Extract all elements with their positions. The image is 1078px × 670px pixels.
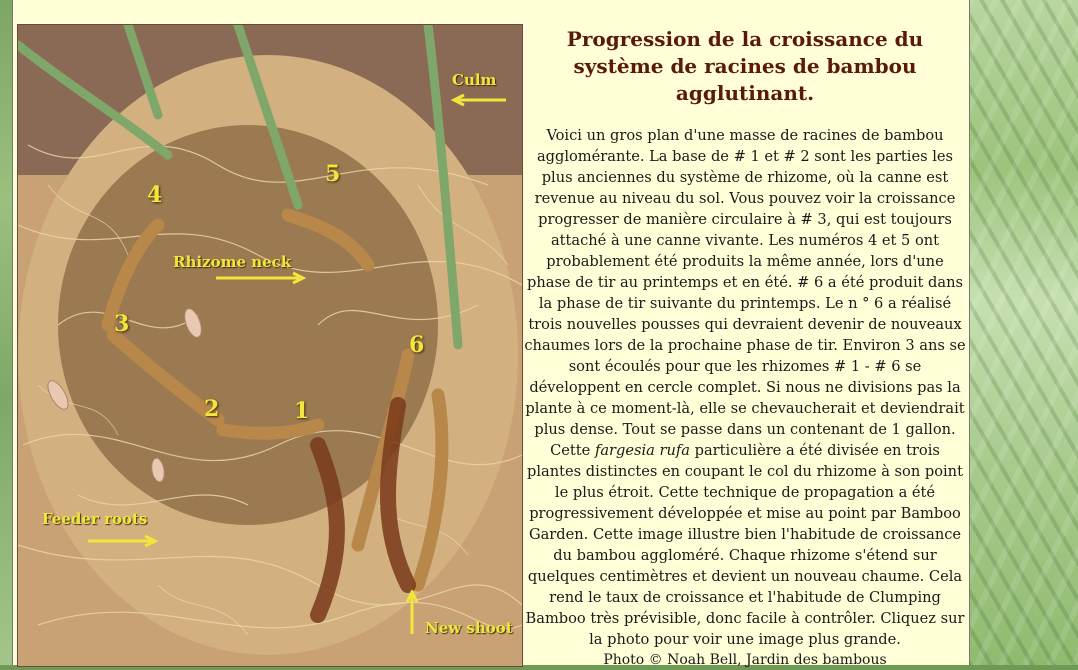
rhizome-number-6: 6 xyxy=(409,332,425,358)
root-mass-photo[interactable] xyxy=(17,24,523,667)
rhizome-number-4: 4 xyxy=(147,182,163,208)
page-title: Progression de la croissance du système de racines de bambou agglutinant. xyxy=(566,27,924,105)
rhizome-neck-label: Rhizome neck xyxy=(173,253,292,271)
species-name: fargesia rufa xyxy=(594,442,690,459)
root-mass-illustration xyxy=(18,25,522,666)
feeder-roots-label: Feeder roots xyxy=(42,510,148,528)
new-shoot-label: New shoot xyxy=(425,619,513,637)
article-body xyxy=(523,125,967,650)
photo-credit: Photo © Noah Bell, Jardin des bambous xyxy=(603,652,887,668)
body-part-1: Voici un gros plan d'une masse de racines de bambou agglomérante. La base de # 1 et # 2 sont les parties les plus anciennes du système de rhizome, où la canne est revenue au niveau du sol. Vous pouvez voir la croissance progresser de manière circulaire à # 3, qui est toujours attaché à une canne vivante. Les numéros 4 et 5 ont probablement été produits la même année, lors d'une phase de tir au printemps et en été. # 6 a été produit dans la phase de tir suivante du printemps. Le n ° 6 a réalisé trois nouvelles pousses qui devraient devenir de nouveaux chaumes lors de la prochaine phase de tir. Environ 3 ans se sont écoulés pour que les rhizomes # 1 - # 6 se développent en cercle complet. Si nous ne divisions pas la plante à ce moment-là, elle se chevaucherait et deviendrait plus dense. Tout se passe dans un contenant de 1 gallon. Cette xyxy=(524,127,966,459)
culm-label: Culm xyxy=(452,71,497,89)
new-shoot-arrow-icon xyxy=(405,590,419,635)
feeder-roots-arrow-icon xyxy=(86,534,161,548)
body-part-2: particulière a été divisée en trois plantes distinctes en coupant le col du rhizome à son point le plus étroit. Cette technique de propagation a été progressivement développée et mise au point par Bamboo Garden. Cette image illustre bien l'habitude de croissance du bambou aggloméré. Chaque rhizome s'étend sur quelques centimètres et devient un nouveau chaume. Cela rend le taux de croissance et l'habitude de Clumping Bamboo très prévisible, donc facile à contrôler. Cliquez sur la photo pour voir une image plus grande. xyxy=(525,442,965,648)
rhizome-number-2: 2 xyxy=(204,396,220,422)
rhizome-number-5: 5 xyxy=(325,161,341,187)
culm-arrow-icon xyxy=(448,93,508,107)
bamboo-background-right xyxy=(968,0,1078,665)
top-bar xyxy=(12,0,970,21)
rhizome-neck-arrow-icon xyxy=(214,271,309,285)
article-text-column xyxy=(523,24,967,670)
rhizome-number-3: 3 xyxy=(114,311,130,337)
rhizome-number-1: 1 xyxy=(294,398,310,424)
